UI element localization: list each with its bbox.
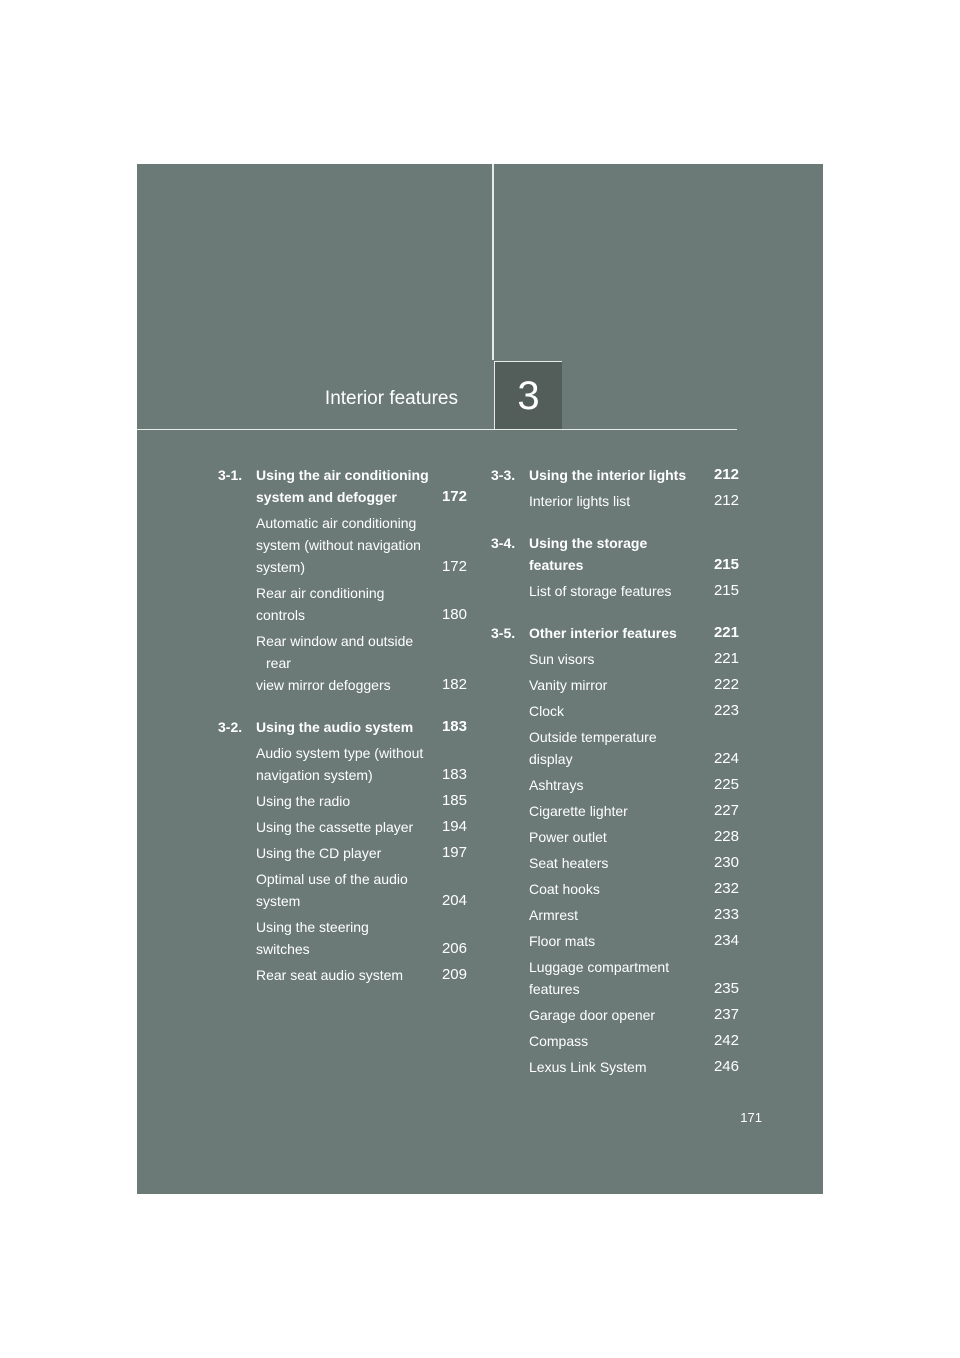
entry-title	[256, 630, 437, 696]
entry-page: 242	[713, 1032, 739, 1049]
entry-title	[529, 674, 709, 696]
toc-entry[interactable]	[529, 700, 739, 722]
toc-section	[218, 716, 467, 986]
section-title	[529, 622, 739, 644]
entry-title-line: system (without navigation	[256, 537, 421, 553]
entry-title-line: Using the steering	[256, 919, 369, 935]
entry-page: 235	[713, 980, 739, 997]
toc-section	[491, 532, 739, 602]
entry-title	[529, 930, 709, 952]
entry-title-line: Audio system type (without	[256, 745, 424, 761]
entry-page: 185	[441, 792, 467, 809]
entry-title-line: Sun visors	[529, 651, 595, 667]
entry-title-line: Outside temperature	[529, 729, 657, 745]
entry-page: 197	[441, 844, 467, 861]
entry-title-line: Rear air conditioning	[256, 585, 385, 601]
section-heading[interactable]	[491, 464, 739, 486]
entry-title-line: controls	[256, 607, 306, 623]
toc-entry[interactable]	[529, 674, 739, 696]
entry-page: 228	[713, 828, 739, 845]
toc-entry[interactable]	[529, 580, 739, 602]
entry-title-line: display	[529, 751, 573, 767]
entry-title-line: system	[256, 893, 301, 909]
toc-entry[interactable]	[529, 648, 739, 670]
section-page: 183	[441, 718, 467, 735]
section-title	[256, 464, 467, 508]
entry-title-line: Rear seat audio system	[256, 967, 404, 983]
section-number: 3-5.	[491, 625, 516, 641]
toc-section	[218, 464, 467, 696]
entry-title-line: Armrest	[529, 907, 578, 923]
entry-title-line: features	[529, 981, 580, 997]
toc-entry[interactable]	[529, 904, 739, 926]
entry-page: 194	[441, 818, 467, 835]
entry-page: 246	[713, 1058, 739, 1075]
entry-page: 230	[713, 854, 739, 871]
entry-title	[529, 700, 709, 722]
entry-title	[529, 1056, 709, 1078]
entry-title	[529, 956, 709, 1000]
toc-section	[491, 622, 739, 1078]
section-page: 215	[713, 556, 739, 573]
entry-page: 182	[441, 676, 467, 693]
entry-title-line: Lexus Link System	[529, 1059, 647, 1075]
entry-page: 223	[713, 702, 739, 719]
toc-entry[interactable]	[529, 800, 739, 822]
entry-title	[529, 800, 709, 822]
entry-title-line: Interior lights list	[529, 493, 631, 509]
entry-title-line: Using the CD player	[256, 845, 382, 861]
entry-title-line: Garage door opener	[529, 1007, 656, 1023]
entry-title	[529, 774, 709, 796]
toc-entry[interactable]	[529, 490, 739, 512]
entry-title-line: navigation system)	[256, 767, 373, 783]
section-page: 212	[713, 466, 739, 483]
entry-page: 237	[713, 1006, 739, 1023]
toc-entry[interactable]	[529, 956, 739, 1000]
entry-title	[529, 580, 709, 602]
entry-title-line: Luggage compartment	[529, 959, 670, 975]
entry-title	[256, 816, 437, 838]
toc-entry[interactable]	[256, 842, 467, 864]
entry-title	[529, 852, 709, 874]
section-title-line: Using the audio system 183	[256, 716, 467, 738]
toc-entry[interactable]	[529, 826, 739, 848]
entry-page: 222	[713, 676, 739, 693]
toc-column-right	[491, 464, 739, 1098]
entry-title-line: system)	[256, 559, 305, 575]
entry-title-line: Vanity mirror	[529, 677, 608, 693]
section-number: 3-3.	[491, 467, 516, 483]
toc-entry[interactable]	[529, 726, 739, 770]
toc-entry[interactable]	[256, 582, 467, 626]
section-heading[interactable]	[218, 464, 467, 508]
entry-page: 212	[713, 492, 739, 509]
toc-entry[interactable]	[529, 878, 739, 900]
toc-entry[interactable]	[256, 816, 467, 838]
entry-title-line: Using the radio	[256, 793, 351, 809]
section-number: 3-1.	[218, 467, 243, 483]
toc-section	[491, 464, 739, 512]
entry-title-line: List of storage features	[529, 583, 672, 599]
entry-title	[256, 916, 437, 960]
section-heading[interactable]	[491, 532, 739, 576]
entry-title	[256, 868, 437, 912]
entry-title-line: Rear window and outside rear	[256, 633, 414, 671]
entry-title	[529, 1030, 709, 1052]
entry-title	[256, 512, 437, 578]
entry-title	[256, 742, 437, 786]
entry-title-line: Coat hooks	[529, 881, 600, 897]
section-number: 3-2.	[218, 719, 243, 735]
entry-title	[529, 826, 709, 848]
toc-entry[interactable]	[529, 1004, 739, 1026]
toc-entry[interactable]	[256, 964, 467, 986]
entry-page: 180	[441, 606, 467, 623]
section-title-line: Using the storage	[529, 535, 648, 551]
entry-page: 221	[713, 650, 739, 667]
entry-title	[256, 964, 437, 986]
entry-title-line: Optimal use of the audio	[256, 871, 408, 887]
section-title-line: Using the interior lights 212	[529, 464, 739, 486]
section-title	[256, 716, 467, 738]
entry-title-line: Using the cassette player	[256, 819, 414, 835]
entry-title-line: Automatic air conditioning	[256, 515, 417, 531]
entry-title	[529, 490, 709, 512]
toc-column-left	[218, 464, 467, 1006]
section-title-line: Other interior features 221	[529, 622, 739, 644]
entry-title-line: Power outlet	[529, 829, 607, 845]
page-number: 171	[740, 1110, 762, 1125]
toc-entry[interactable]	[529, 1030, 739, 1052]
entry-page: 232	[713, 880, 739, 897]
entry-title-line: Seat heaters	[529, 855, 609, 871]
section-page: 221	[713, 624, 739, 641]
section-page: 172	[441, 488, 467, 505]
entry-title	[529, 1004, 709, 1026]
entry-title	[529, 878, 709, 900]
entry-page: 183	[441, 766, 467, 783]
entry-title-line: view mirror defoggers	[256, 677, 391, 693]
section-title-line: Using the air conditioning	[256, 467, 429, 483]
entry-page: 227	[713, 802, 739, 819]
section-heading[interactable]	[491, 622, 739, 644]
entry-title-line: Ashtrays	[529, 777, 584, 793]
toc-entry[interactable]	[256, 742, 467, 786]
entry-page: 209	[441, 966, 467, 983]
entry-title-line: Floor mats	[529, 933, 596, 949]
toc-entry[interactable]	[256, 790, 467, 812]
entry-page: 172	[441, 558, 467, 575]
vertical-rule	[492, 164, 494, 360]
entry-title	[529, 726, 709, 770]
toc-entry[interactable]	[256, 512, 467, 578]
section-title	[529, 532, 739, 576]
entry-title-line: Compass	[529, 1033, 589, 1049]
section-title-line: system and defogger 172	[256, 486, 467, 508]
section-number: 3-4.	[491, 535, 516, 551]
entry-page: 234	[713, 932, 739, 949]
toc-entry[interactable]	[529, 930, 739, 952]
toc-entry[interactable]	[256, 868, 467, 912]
entry-title	[256, 582, 437, 626]
section-heading[interactable]	[218, 716, 467, 738]
chapter-number-badge: 3	[494, 361, 562, 429]
entry-page: 215	[713, 582, 739, 599]
entry-title	[256, 790, 437, 812]
toc-entry[interactable]	[529, 1056, 739, 1078]
entry-title	[529, 648, 709, 670]
entry-page: 224	[713, 750, 739, 767]
entry-page: 204	[441, 892, 467, 909]
entry-title	[256, 842, 437, 864]
entry-page: 233	[713, 906, 739, 923]
entry-title-line: switches	[256, 941, 310, 957]
section-title-line: features 215	[529, 554, 739, 576]
entry-title	[529, 904, 709, 926]
header-rule	[137, 429, 737, 430]
toc-entry[interactable]	[256, 630, 467, 696]
entry-title-line: Clock	[529, 703, 565, 719]
toc-entry[interactable]	[529, 852, 739, 874]
chapter-title: Interior features	[324, 388, 458, 409]
section-title	[529, 464, 739, 486]
toc-entry[interactable]	[529, 774, 739, 796]
entry-page: 206	[441, 940, 467, 957]
toc-entry[interactable]	[256, 916, 467, 960]
entry-page: 225	[713, 776, 739, 793]
entry-title-line: Cigarette lighter	[529, 803, 628, 819]
